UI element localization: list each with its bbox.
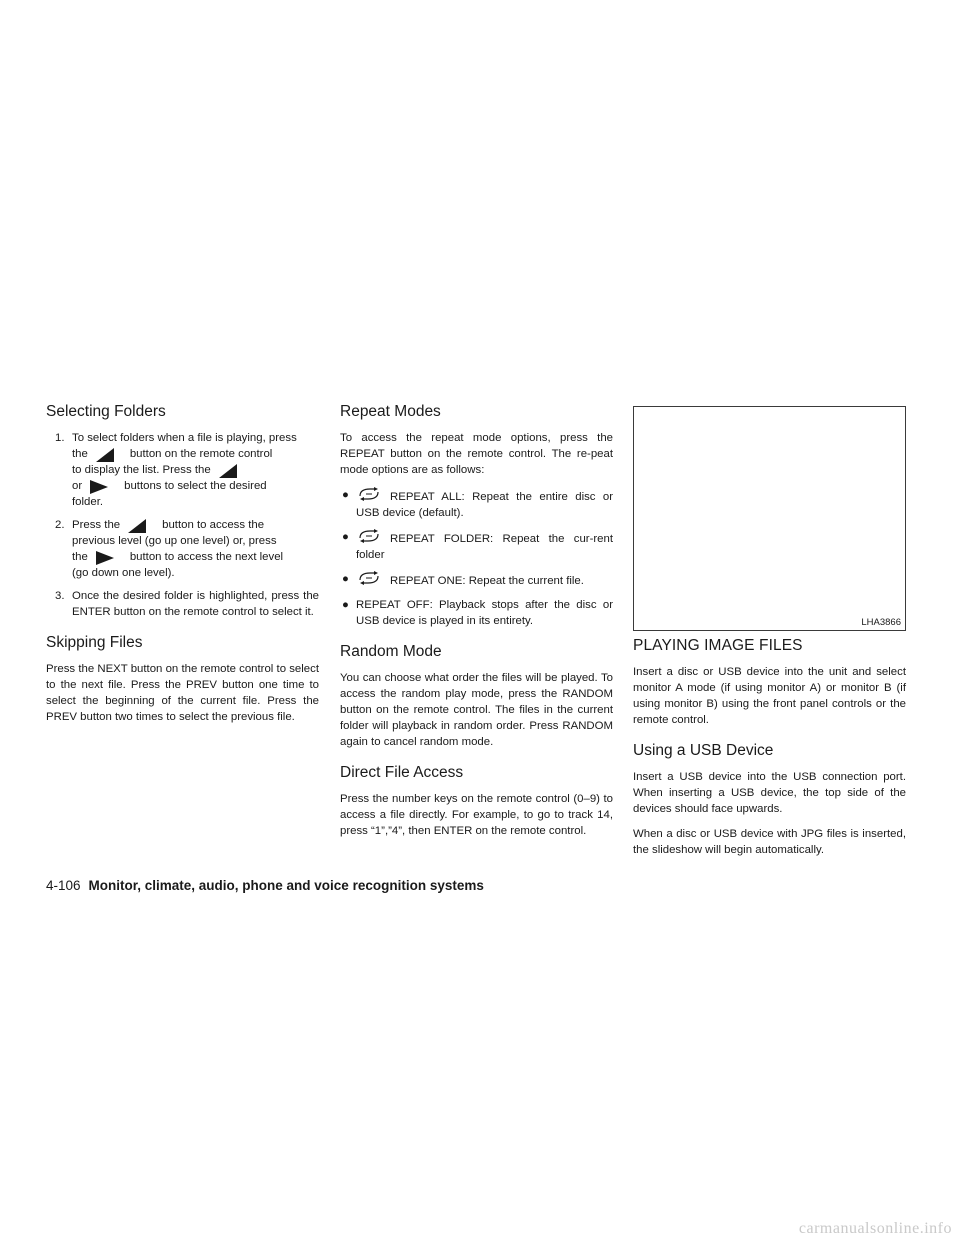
paragraph-random-mode: You can choose what order the files will be played. To access the random play mode, press the RANDOM button on the remote control. The files in the current folder will playback in random order. Press RANDOM again to cancel random mode.: [340, 672, 613, 748]
paragraph-repeat-modes: To access the repeat mode options, press the REPEAT button on the remote control. The re-peat mode options are as follows:: [340, 432, 613, 476]
repeat-icon: [356, 529, 382, 543]
heading-skipping-files: Skipping Files: [46, 634, 143, 651]
page-number: 4-106: [46, 878, 81, 893]
paragraph-usb-1: Insert a USB device into the USB connection port. When inserting a USB device, the top side of the devices should face upwards.: [633, 771, 906, 815]
paragraph-playing-image-files: Insert a disc or USB device into the unit and select monitor A mode (if using monitor A) or monitor B (if using monitor B) using the front panel controls or the remote control.: [633, 666, 906, 726]
heading-random-mode: Random Mode: [340, 643, 442, 660]
step-2: 2. Press the button to access the previous level (go up one level) or, press the button to access the next level (go down one level).: [55, 519, 284, 579]
steps-list: [46, 430, 319, 620]
repeat-modes-list: [340, 487, 613, 629]
column-left: [46, 403, 319, 734]
watermark: carmanualsonline.info: [798, 1220, 952, 1237]
paragraph-direct-file-access: Press the number keys on the remote control (0–9) to access a file directly. For example, to go to track 14, press “1”,”4”, then ENTER on the remote control.: [340, 793, 613, 837]
heading-direct-file-access: Direct File Access: [340, 764, 464, 781]
column-middle: [340, 403, 613, 848]
heading-repeat-modes: Repeat Modes: [340, 403, 441, 420]
repeat-icon: [356, 571, 382, 585]
figure-image-box: [633, 406, 906, 631]
heading-playing-image-files: PLAYING IMAGE FILES: [633, 637, 803, 654]
repeat-icon: [356, 487, 382, 501]
step-1: 1. To select folders when a file is playing, press the button on the remote control to display the list. Press the or buttons to select the desired folder.: [55, 432, 297, 508]
heading-selecting-folders: Selecting Folders: [46, 403, 166, 420]
chapter-title: Monitor, climate, audio, phone and voice recognition systems: [88, 878, 484, 893]
heading-using-usb-device: Using a USB Device: [633, 742, 774, 759]
left-triangle-icon: [219, 464, 237, 478]
list-item: ● REPEAT OFF: Playback stops after the disc or USB device is played in its entirety.: [342, 599, 613, 627]
right-triangle-icon: [90, 480, 108, 494]
right-triangle-icon: [96, 551, 114, 565]
page-footer: [46, 878, 484, 893]
left-triangle-icon: [96, 448, 114, 462]
left-triangle-icon: [128, 519, 146, 533]
step-3: 3. Once the desired folder is highlighted, press the ENTER button on the remote control to select it.: [55, 590, 319, 618]
list-item: ● REPEAT ALL: Repeat the entire disc or USB device (default).: [342, 489, 613, 519]
list-item: ● REPEAT FOLDER: Repeat the cur-rent folder: [342, 531, 613, 561]
column-right: [633, 637, 906, 867]
figure-label: LHA3866: [861, 617, 901, 628]
list-item: ● REPEAT ONE: Repeat the current file.: [342, 573, 584, 587]
paragraph-skipping-files: Press the NEXT button on the remote control to select to the next file. Press the PREV button one time to select the beginning of the current file. Press the PREV button two times to select the previous file.: [46, 663, 319, 723]
paragraph-usb-2: When a disc or USB device with JPG files is inserted, the slideshow will begin automatically.: [633, 828, 906, 856]
